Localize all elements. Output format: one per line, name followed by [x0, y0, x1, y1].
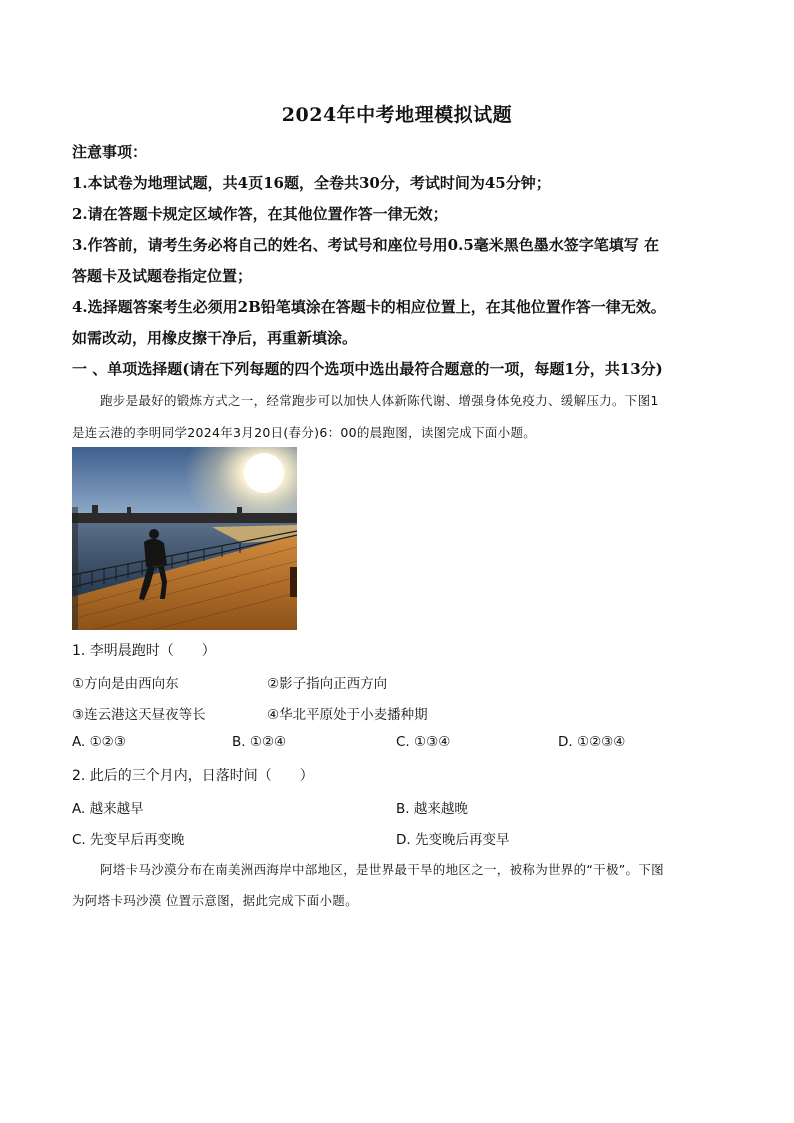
- choice-a[interactable]: A. ①②③: [72, 734, 126, 750]
- notice-heading: 注意事项：: [72, 143, 148, 161]
- page-title: 2024年中考地理模拟试题: [281, 104, 513, 126]
- choice-d[interactable]: D. 先变晚后再变早: [396, 832, 510, 848]
- choice-a[interactable]: A. 越来越早: [72, 801, 144, 817]
- statement: ②影子指向正西方向: [267, 676, 388, 692]
- notice-line: 答题卡及试题卷指定位置；: [72, 267, 253, 285]
- passage-line: 是连云港的李明同学2024年3月20日(春分)6：00的晨跑图，读图完成下面小题。: [72, 425, 537, 440]
- passage-line: 为阿塔卡玛沙漠 位置示意图，据此完成下面小题。: [72, 893, 358, 908]
- choice-d[interactable]: D. ①②③④: [558, 734, 626, 750]
- choice-c[interactable]: C. ①③④: [396, 734, 451, 750]
- notice-line: 4.选择题答案考生必须用2B铅笔填涂在答题卡的相应位置上，在其他位置作答一律无效。: [72, 298, 666, 316]
- question-1-stem: 1. 李明晨跑时（ ）: [72, 643, 216, 659]
- statement: ①方向是由西向东: [72, 676, 179, 692]
- section-heading: 一 、单项选择题(请在下列每题的四个选项中选出最符合题意的一项，每题1分，共13分): [72, 360, 663, 378]
- morning-run-photo: [72, 447, 297, 630]
- question-2-stem: 2. 此后的三个月内，日落时间（ ）: [72, 768, 314, 784]
- notice-line: 3.作答前，请考生务必将自己的姓名、考试号和座位号用0.5毫米黑色墨水签字笔填写 在: [72, 236, 659, 254]
- passage-line: 跑步是最好的锻炼方式之一，经常跑步可以加快人体新陈代谢、增强身体免疫力、缓解压力。下图1: [100, 393, 659, 408]
- notice-line: 1.本试卷为地理试题，共4页16题，全卷共30分，考试时间为45分钟；: [72, 174, 551, 192]
- choice-c[interactable]: C. 先变早后再变晚: [72, 832, 185, 848]
- choice-b[interactable]: B. ①②④: [232, 734, 287, 750]
- choice-b[interactable]: B. 越来越晚: [396, 801, 468, 817]
- statement: ③连云港这天昼夜等长: [72, 707, 206, 723]
- passage-line: 阿塔卡马沙漠分布在南美洲西海岸中部地区，是世界最干旱的地区之一，被称为世界的“干极”。下图: [100, 862, 664, 877]
- notice-line: 2.请在答题卡规定区域作答，在其他位置作答一律无效；: [72, 205, 448, 223]
- statement: ④华北平原处于小麦播种期: [267, 707, 428, 723]
- notice-line: 如需改动，用橡皮擦干净后，再重新填涂。: [72, 329, 358, 347]
